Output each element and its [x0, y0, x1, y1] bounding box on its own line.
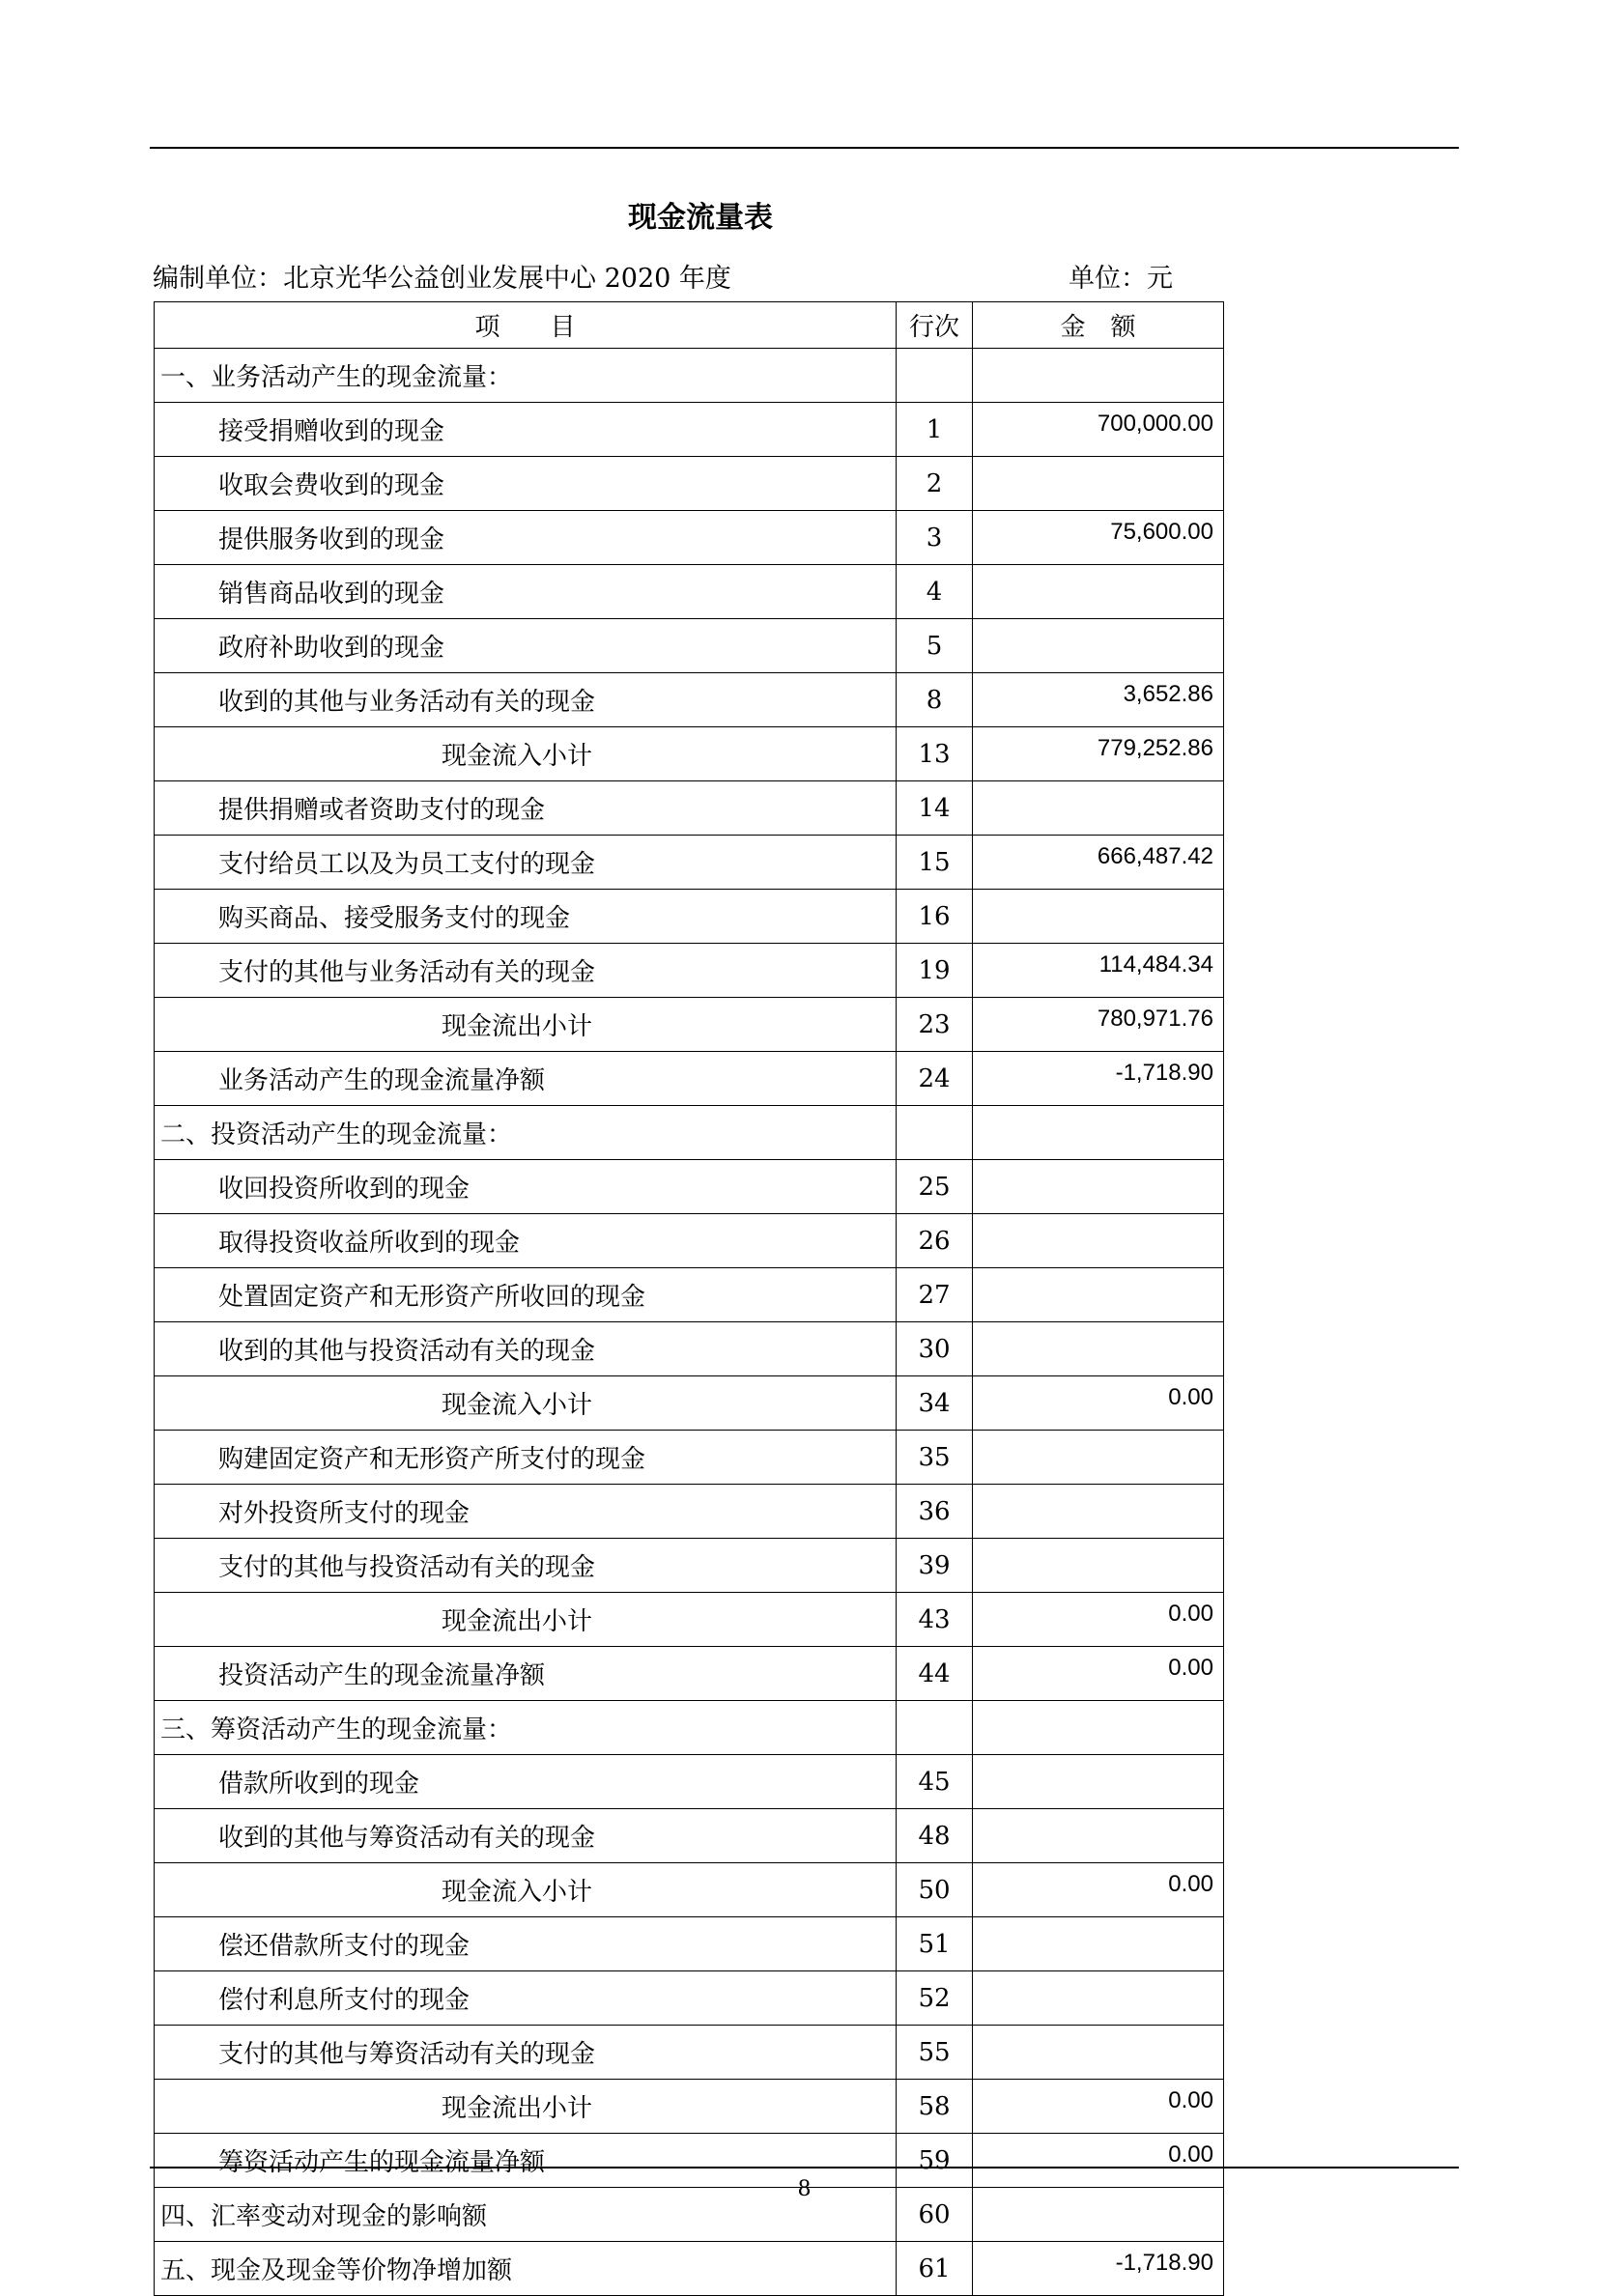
row-item: 支付的其他与筹资活动有关的现金 — [155, 2026, 897, 2080]
table-row — [155, 1539, 1224, 1593]
row-amount — [973, 565, 1224, 619]
table-row — [155, 1052, 1224, 1106]
row-amount: 700,000.00 — [973, 403, 1224, 457]
row-amount: 0.00 — [973, 1593, 1224, 1647]
row-line-no: 50 — [897, 1863, 973, 1917]
row-line-no: 61 — [897, 2242, 973, 2296]
table-row — [155, 2026, 1224, 2080]
header-rule — [150, 147, 1459, 149]
row-line-no: 59 — [897, 2134, 973, 2188]
row-line-no: 24 — [897, 1052, 973, 1106]
row-item: 筹资活动产生的现金流量净额 — [155, 2134, 897, 2188]
row-item: 现金流出小计 — [155, 1593, 897, 1647]
row-item: 偿还借款所支付的现金 — [155, 1917, 897, 1971]
row-item: 购建固定资产和无形资产所支付的现金 — [155, 1431, 897, 1485]
table-row — [155, 1755, 1224, 1809]
row-line-no: 26 — [897, 1214, 973, 1268]
page-title: 现金流量表 — [628, 201, 773, 235]
table-row — [155, 1268, 1224, 1322]
row-item: 购买商品、接受服务支付的现金 — [155, 890, 897, 944]
row-line-no: 5 — [897, 619, 973, 673]
table-row — [155, 727, 1224, 781]
row-item: 借款所收到的现金 — [155, 1755, 897, 1809]
row-item: 现金流入小计 — [155, 1376, 897, 1431]
row-line-no: 55 — [897, 2026, 973, 2080]
row-amount: 0.00 — [973, 1647, 1224, 1701]
row-line-no: 39 — [897, 1539, 973, 1593]
table-row — [155, 565, 1224, 619]
row-amount: 0.00 — [973, 2134, 1224, 2188]
row-line-no — [897, 1701, 973, 1755]
table-row — [155, 1322, 1224, 1376]
table-row — [155, 1106, 1224, 1160]
table-row — [155, 1485, 1224, 1539]
row-line-no: 30 — [897, 1322, 973, 1376]
row-item: 支付的其他与业务活动有关的现金 — [155, 944, 897, 998]
row-line-no: 58 — [897, 2080, 973, 2134]
row-amount: 114,484.34 — [973, 944, 1224, 998]
row-item: 接受捐赠收到的现金 — [155, 403, 897, 457]
row-amount — [973, 1268, 1224, 1322]
row-item: 三、筹资活动产生的现金流量： — [155, 1701, 897, 1755]
currency-unit-label: 单位：元 — [1069, 264, 1173, 294]
row-amount — [973, 2026, 1224, 2080]
table-row — [155, 2080, 1224, 2134]
row-amount — [973, 1431, 1224, 1485]
row-amount: 0.00 — [973, 2080, 1224, 2134]
row-line-no: 15 — [897, 836, 973, 890]
row-line-no — [897, 349, 973, 403]
table-row — [155, 1863, 1224, 1917]
row-item: 销售商品收到的现金 — [155, 565, 897, 619]
row-amount: 666,487.42 — [973, 836, 1224, 890]
row-item: 现金流出小计 — [155, 2080, 897, 2134]
row-line-no: 60 — [897, 2188, 973, 2242]
row-item: 收取会费收到的现金 — [155, 457, 897, 511]
table-row — [155, 457, 1224, 511]
row-line-no: 52 — [897, 1971, 973, 2026]
row-amount — [973, 1322, 1224, 1376]
row-amount: 0.00 — [973, 1376, 1224, 1431]
table-row — [155, 619, 1224, 673]
row-item: 业务活动产生的现金流量净额 — [155, 1052, 897, 1106]
header-line-no: 行次 — [897, 302, 973, 349]
table-row — [155, 1917, 1224, 1971]
row-amount — [973, 890, 1224, 944]
table-row — [155, 890, 1224, 944]
row-amount — [973, 781, 1224, 836]
row-line-no: 44 — [897, 1647, 973, 1701]
row-amount — [973, 619, 1224, 673]
table-row — [155, 511, 1224, 565]
row-item: 二、投资活动产生的现金流量： — [155, 1106, 897, 1160]
row-item: 偿付利息所支付的现金 — [155, 1971, 897, 2026]
row-amount — [973, 1701, 1224, 1755]
row-amount — [973, 1160, 1224, 1214]
table-row — [155, 349, 1224, 403]
row-line-no: 2 — [897, 457, 973, 511]
row-item: 收到的其他与投资活动有关的现金 — [155, 1322, 897, 1376]
row-line-no: 23 — [897, 998, 973, 1052]
table-header-row — [155, 302, 1224, 349]
row-line-no: 8 — [897, 673, 973, 727]
header-amount: 金 额 — [973, 302, 1224, 349]
table-row — [155, 1593, 1224, 1647]
row-line-no: 45 — [897, 1755, 973, 1809]
row-item: 提供捐赠或者资助支付的现金 — [155, 781, 897, 836]
row-item: 收到的其他与筹资活动有关的现金 — [155, 1809, 897, 1863]
row-item: 提供服务收到的现金 — [155, 511, 897, 565]
row-line-no: 13 — [897, 727, 973, 781]
row-item: 投资活动产生的现金流量净额 — [155, 1647, 897, 1701]
row-item: 现金流入小计 — [155, 727, 897, 781]
row-item: 四、汇率变动对现金的影响额 — [155, 2188, 897, 2242]
row-line-no: 4 — [897, 565, 973, 619]
row-line-no: 3 — [897, 511, 973, 565]
row-amount: -1,718.90 — [973, 2242, 1224, 2296]
row-line-no: 43 — [897, 1593, 973, 1647]
page-number: 8 — [797, 2177, 812, 2201]
table-row — [155, 1647, 1224, 1701]
table-row — [155, 944, 1224, 998]
row-amount — [973, 1106, 1224, 1160]
table-row — [155, 1214, 1224, 1268]
row-amount — [973, 1214, 1224, 1268]
row-amount: 780,971.76 — [973, 998, 1224, 1052]
row-amount — [973, 1755, 1224, 1809]
preparing-unit-label: 编制单位：北京光华公益创业发展中心 2020 年度 — [153, 264, 731, 294]
row-amount — [973, 349, 1224, 403]
table-row — [155, 673, 1224, 727]
row-amount: 3,652.86 — [973, 673, 1224, 727]
row-item: 取得投资收益所收到的现金 — [155, 1214, 897, 1268]
footer-rule — [150, 2167, 1459, 2168]
row-line-no: 1 — [897, 403, 973, 457]
row-item: 现金流入小计 — [155, 1863, 897, 1917]
table-row — [155, 836, 1224, 890]
row-item: 一、业务活动产生的现金流量： — [155, 349, 897, 403]
cash-flow-table — [154, 301, 1224, 2296]
table-row — [155, 2242, 1224, 2296]
row-amount — [973, 1485, 1224, 1539]
row-line-no: 19 — [897, 944, 973, 998]
row-amount — [973, 1539, 1224, 1593]
row-amount — [973, 1971, 1224, 2026]
row-line-no: 48 — [897, 1809, 973, 1863]
row-amount — [973, 1917, 1224, 1971]
row-item: 收到的其他与业务活动有关的现金 — [155, 673, 897, 727]
row-item: 五、现金及现金等价物净增加额 — [155, 2242, 897, 2296]
row-item: 支付给员工以及为员工支付的现金 — [155, 836, 897, 890]
row-item: 对外投资所支付的现金 — [155, 1485, 897, 1539]
row-line-no: 25 — [897, 1160, 973, 1214]
row-item: 处置固定资产和无形资产所收回的现金 — [155, 1268, 897, 1322]
row-item: 现金流出小计 — [155, 998, 897, 1052]
row-amount — [973, 457, 1224, 511]
row-amount: -1,718.90 — [973, 1052, 1224, 1106]
table-row — [155, 781, 1224, 836]
header-item: 项 目 — [155, 302, 897, 349]
row-amount: 0.00 — [973, 1863, 1224, 1917]
table-row — [155, 1809, 1224, 1863]
row-line-no: 16 — [897, 890, 973, 944]
table-row — [155, 1431, 1224, 1485]
row-amount — [973, 1809, 1224, 1863]
table-row — [155, 998, 1224, 1052]
row-line-no: 27 — [897, 1268, 973, 1322]
row-item: 收回投资所收到的现金 — [155, 1160, 897, 1214]
row-item: 支付的其他与投资活动有关的现金 — [155, 1539, 897, 1593]
row-amount: 779,252.86 — [973, 727, 1224, 781]
row-line-no — [897, 1106, 973, 1160]
table-row — [155, 1160, 1224, 1214]
table-body — [155, 349, 1224, 2296]
table-row — [155, 1701, 1224, 1755]
row-line-no: 34 — [897, 1376, 973, 1431]
table-row — [155, 1376, 1224, 1431]
row-line-no: 14 — [897, 781, 973, 836]
table-row — [155, 1971, 1224, 2026]
row-line-no: 51 — [897, 1917, 973, 1971]
row-line-no: 35 — [897, 1431, 973, 1485]
row-line-no: 36 — [897, 1485, 973, 1539]
table-row — [155, 403, 1224, 457]
row-item: 政府补助收到的现金 — [155, 619, 897, 673]
row-amount: 75,600.00 — [973, 511, 1224, 565]
